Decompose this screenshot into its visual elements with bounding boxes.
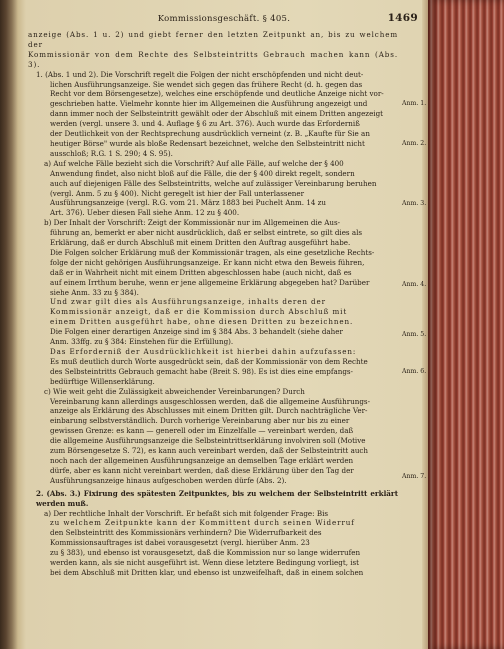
text-line: den Selbsteintritt des Kommissionärs verhindern? Die Widerrufbarkeit des (50, 528, 322, 538)
margin-note: Anm. 1. (402, 100, 427, 107)
text-line: einem Dritten ausgeführt habe, ohne diesen Dritten zu bezeichnen. (50, 317, 354, 327)
book-binding (428, 0, 504, 649)
text-line: des Selbsteintritts Gebrauch gemacht habe (Breit S. 98). Es ist dies eine empfangs- (50, 366, 353, 376)
text-line: b) Der Inhalt der Vorschrift: Zeigt der Kommissionär nur im Allgemeinen die Aus- (44, 218, 341, 228)
text-line: anzeige als Erklärung des Abschlusses mit einem Dritten gilt. Durch nachträgliche Ver- (50, 406, 368, 416)
text-line: gewissen Grenze: es kann — generell oder im Einzelfalle — vereinbart werden, daß (50, 426, 354, 436)
text-line: 1. (Abs. 1 und 2). Die Vorschrift regelt die Folgen der nicht erschöpfenden und nicht deut- (36, 69, 364, 79)
text-line: werden kann, als sie nicht ausgeführt ist. Wenn diese letztere Bedingung vorliegt, ist (50, 558, 360, 568)
text-line: Das Erforderniß der Ausdrücklichkeit ist hierbei dahin aufzufassen: (50, 347, 357, 356)
text-line: Vereinbarung kann allerdings ausgeschlossen werden, daß die allgemeine Ausführungs- (50, 396, 371, 406)
margin-note: Anm. 3. (402, 200, 427, 207)
text-line: Die Folgen einer derartigen Anzeige sind im § 384 Abs. 3 behandelt (siehe daher (50, 327, 343, 337)
text-line: Anm. 33ffg. zu § 384: Einstehen für die Erfüllung). (50, 337, 234, 347)
text-line: Und zwar gilt dies als Ausführungsanzeige, inhalts deren der (50, 297, 326, 307)
text-line: führung an, bemerkt er aber nicht ausdrücklich, daß er selbst eintrete, so gilt dies als (50, 228, 363, 238)
text-line: Erklärung, daß er durch Abschluß mit einem Dritten den Auftrag ausgeführt habe. (50, 238, 351, 248)
text-line: zu § 383), und ebenso ist vorausgesetzt, daß die Kommission nur so lange widerrufen (50, 548, 361, 558)
text-line: daß er in Wahrheit nicht mit einem Dritten abgeschlossen habe (auch nicht, daß es (50, 267, 352, 277)
text-line: Es muß deutlich durch Worte ausgedrückt sein, daß der Kommissionär von dem Rechte (50, 356, 368, 366)
text-line: Art. 376). Ueber diesen Fall siehe Anm. 12 zu § 400. (50, 208, 240, 218)
text-line: lichen Ausführungsanzeige. Sie wendet sich gegen das frühere Recht (d. h. gegen das (50, 79, 363, 89)
margin-note: Anm. 5. (402, 331, 427, 338)
text-line: ausschloß; R.G. 1 S. 290; 4 S. 95). (50, 148, 173, 158)
text-line: geschrieben hatte. Vielmehr konnte hier im Allgemeinen die Ausführung angezeigt und (50, 99, 368, 109)
text-line: bedürftige Willenserklärung. (50, 376, 155, 386)
document-page (22, 0, 426, 649)
text-line: a) Auf welche Fälle bezieht sich die Vorschrift? Auf alle Fälle, auf welche der § 400 (44, 158, 344, 168)
text-line: c) Wie weit geht die Zulässigkeit abweichender Vereinbarungen? Durch (44, 386, 305, 396)
text-line: Ausführungsanzeige hinaus aufgeschoben werden dürfe (Abs. 2). (50, 475, 287, 485)
text-line: Die Folgen solcher Erklärung muß der Kommissionär tragen, als eine gesetzliche Rechts- (50, 247, 375, 257)
text-line: auf einem Irrthum beruhe, wenn er jene allgemeine Erklärung abgegeben hat? Darüber (50, 277, 370, 287)
text-line: anzeige (Abs. 1 u. 2) und giebt ferner den letzten Zeitpunkt an, bis zu welchem der (28, 30, 398, 49)
text-line: dürfe, aber es kann nicht vereinbart werden, daß diese Erklärung über den Tag der (50, 465, 354, 475)
text-line: bei dem Abschluß mit Dritten klar, und ebenso ist unzweifelhaft, daß in einem solchen (50, 567, 364, 577)
text-line: Kommissionär anzeigt, daß er die Kommission durch Abschluß mit (50, 307, 348, 317)
page-header (22, 12, 426, 28)
text-line: werden (vergl. unsere 3. und 4. Auflage § 6 zu Art. 376). Auch wurde das Erforderniß (50, 119, 360, 129)
margin-note: Anm. 7. (402, 473, 427, 480)
text-line: dann immer noch der Selbsteintritt gewählt oder der Abschluß mit einem Dritten angezeigt (50, 109, 384, 119)
text-line: Recht vor dem Börsengesetze), welches eine erschöpfende und deutliche Anzeige nicht vor- (50, 89, 384, 99)
text-line: Anwendung findet, also nicht bloß auf die Fälle, die der § 400 direkt regelt, sondern (50, 168, 355, 178)
text-line: der Deutlichkeit von der Rechtsprechung ausdrücklich verneint (z. B. „Kaufte für Sie an (50, 129, 370, 139)
text-line: einbarung selbstverständlich. Durch vorherige Vereinbarung aber nur bis zu einer (50, 416, 350, 426)
text-line: siehe Anm. 33 zu § 384). (50, 287, 139, 297)
margin-note: Anm. 6. (402, 368, 427, 375)
page-number: 1469 (387, 12, 418, 24)
margin-note: Anm. 4. (402, 281, 427, 288)
text-line: noch nach der allgemeinen Ausführungsanzeige an demselben Tage erklärt werden (50, 455, 354, 465)
text-line: Ausführungsanzeige (vergl. R.G. vom 21. März 1883 bei Puchelt Anm. 14 zu (50, 198, 327, 208)
text-line: (vergl. Anm. 5 zu § 400). Nicht geregelt ist hier der Fall unterlassener (50, 188, 305, 198)
text-line: Kommissionsauftrages ist dabei vorausgesetzt (vergl. hierüber Anm. 23 (50, 538, 310, 548)
text-line: die allgemeine Ausführungsanzeige die Selbsteintrittserklärung involviren soll (Motive (50, 436, 366, 446)
text-line: folge der nicht gehörigen Ausführungsanzeige. Er kann nicht etwa den Beweis führen, (50, 257, 365, 267)
text-line: a) Der rechtliche Inhalt der Vorschrift. Er befaßt sich mit folgender Frage: Bis (44, 508, 329, 518)
text-line: auch auf diejenigen Fälle des Selbsteintritts, welche auf zulässiger Vereinbarung beruhen (50, 178, 377, 188)
text-line: zum Börsengesetze S. 72), es kann auch vereinbart werden, daß der Selbsteintritt auch (50, 446, 369, 456)
text-line: zu welchem Zeitpunkte kann der Kommittent durch seinen Widerruf (50, 518, 355, 528)
section-heading: 2. (Abs. 3.) Fixirung des spätesten Zeitpunktes, bis zu welchem der Selbsteintritt erklärt werden muß. (36, 488, 398, 508)
page-body (28, 30, 398, 578)
text-line: Kommissionär von dem Rechte des Selbsteintritts Gebrauch machen kann (Abs. 3). (28, 49, 398, 69)
text-line: heutiger Börse" wurde als bloße Redensart bezeichnet, welche den Selbsteintritt nicht (50, 138, 365, 148)
margin-note: Anm. 2. (402, 140, 427, 147)
running-title: Kommissionsgeschäft. § 405. (157, 14, 291, 24)
